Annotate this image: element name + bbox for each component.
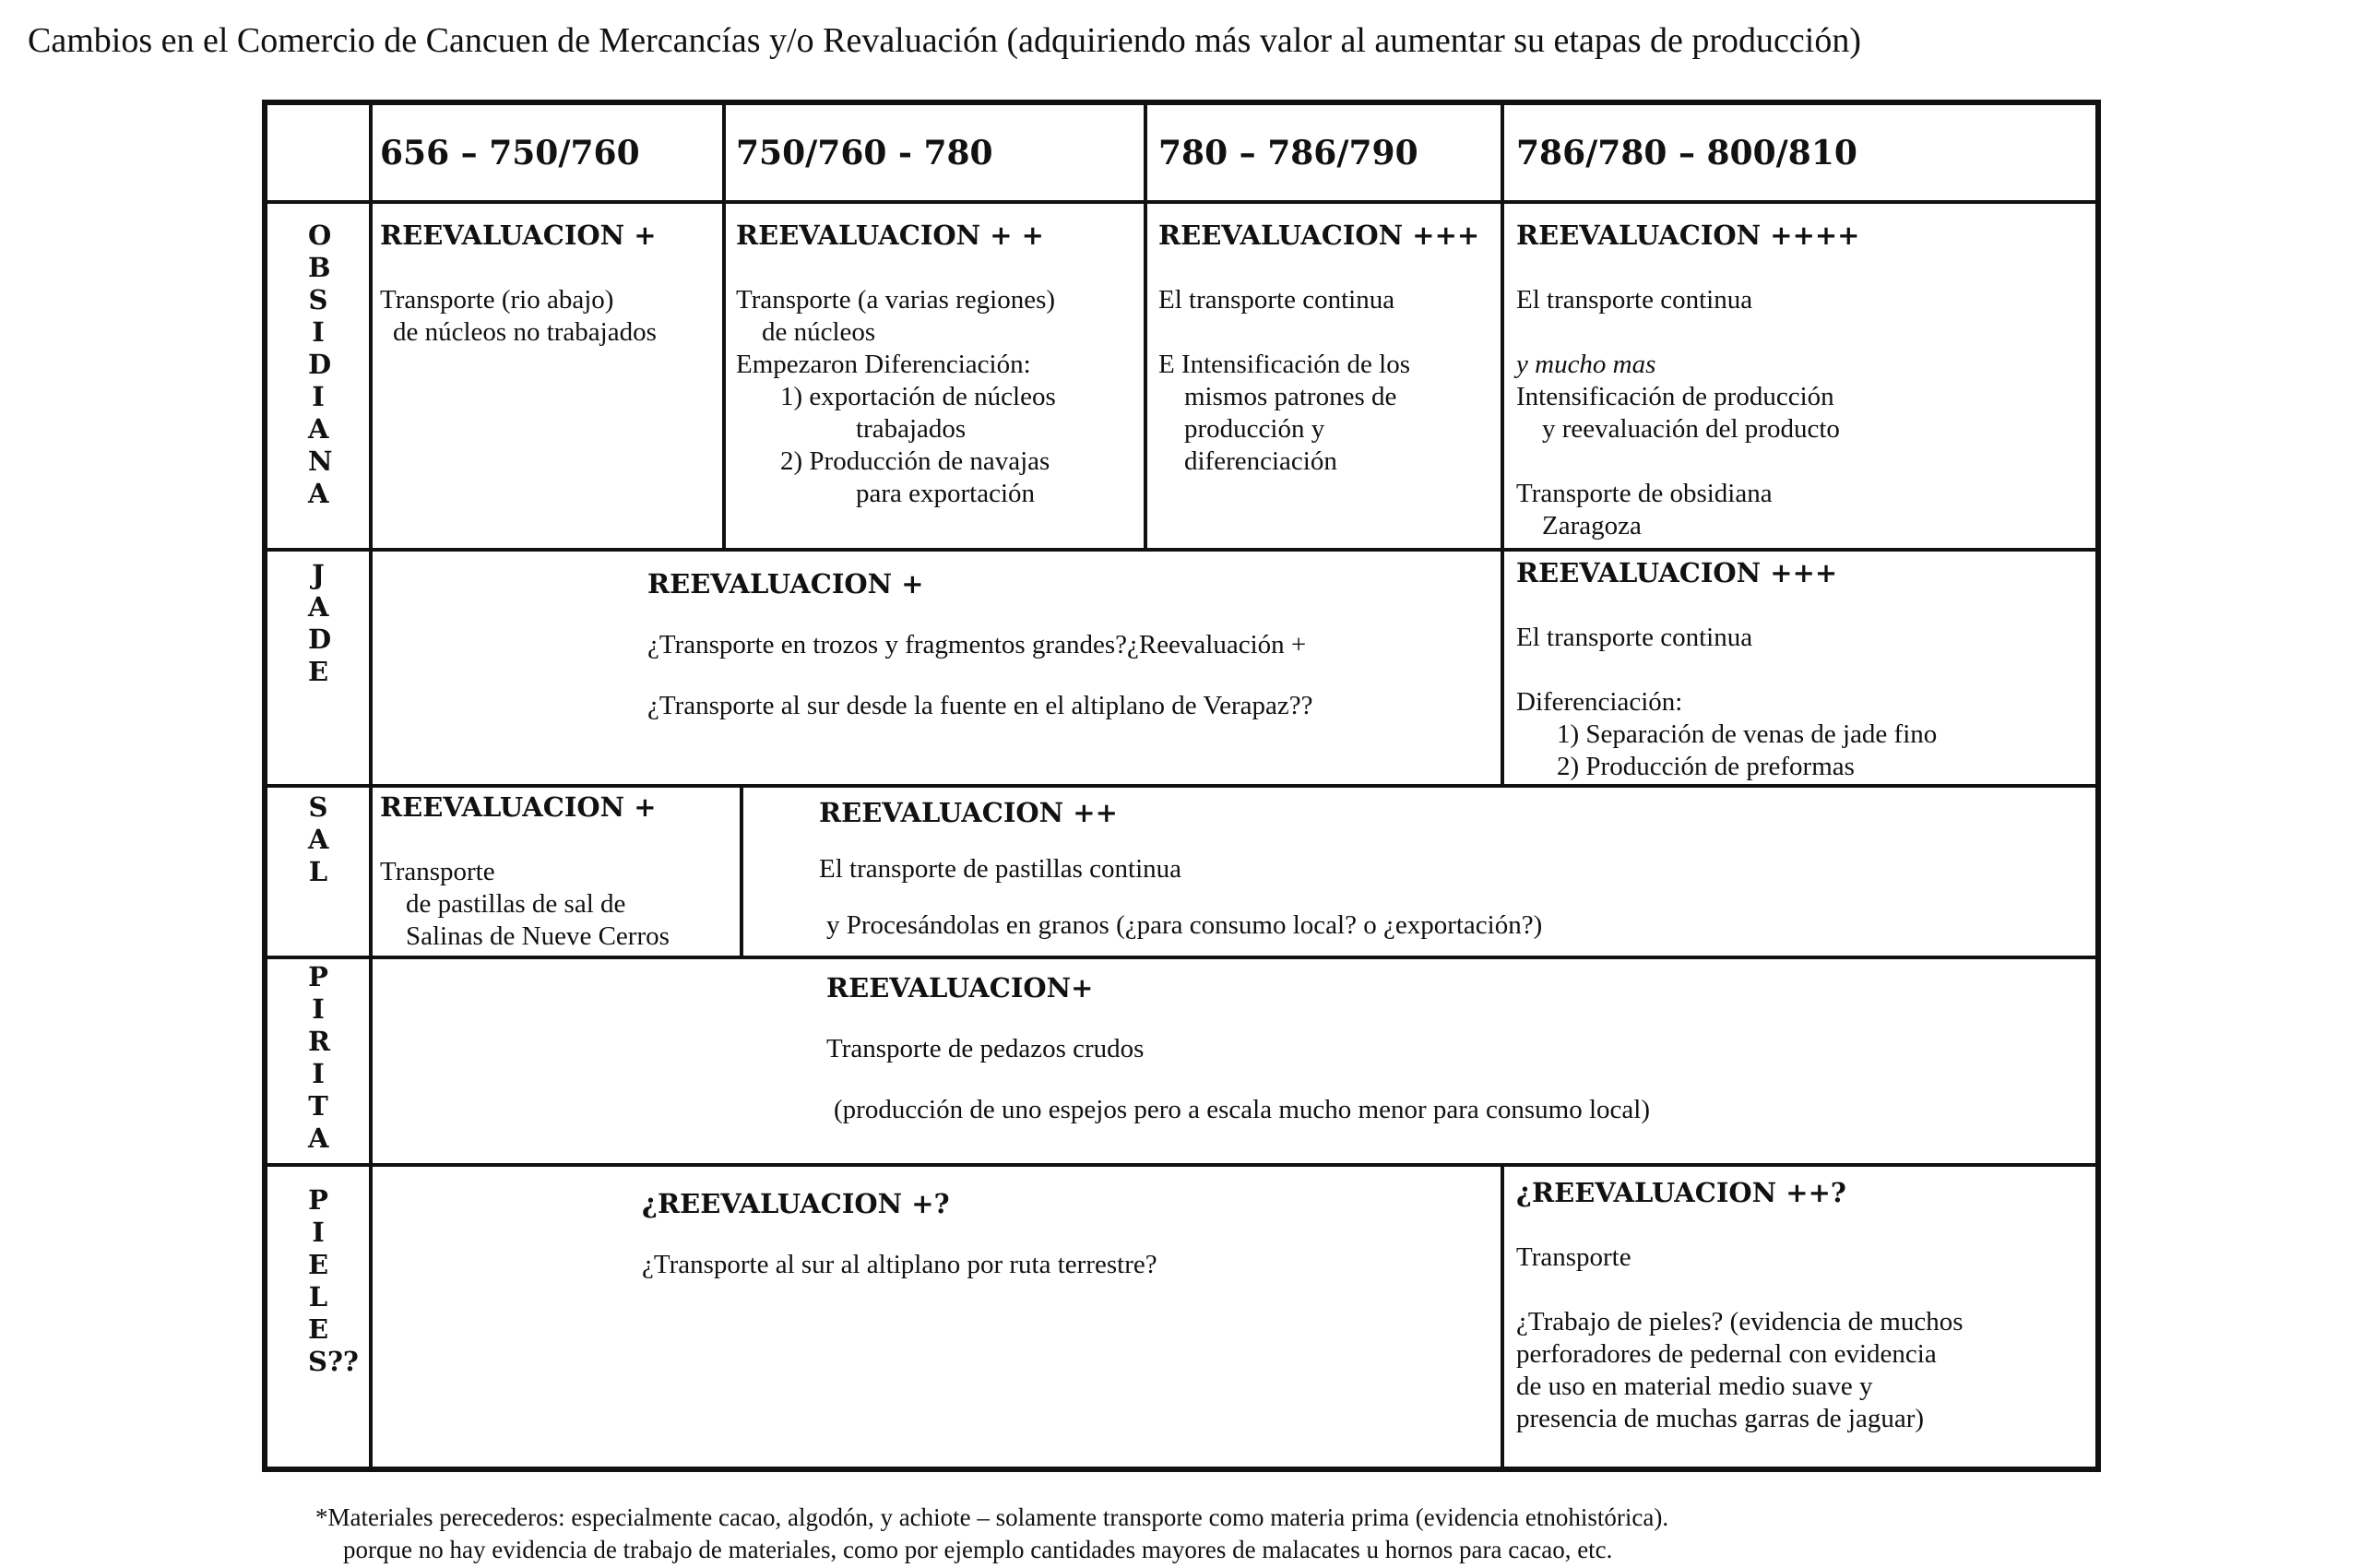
row-divider — [267, 956, 2095, 959]
trade-table — [262, 100, 2101, 1472]
reevaluation-tag: REEVALUACION +++ — [1516, 557, 1838, 588]
cell-line: Diferenciación: — [1516, 687, 1683, 717]
cell-line: presencia de muchas garras de jaguar) — [1516, 1404, 1925, 1433]
cell-line: El transporte continua — [1516, 623, 1753, 652]
cell-line: Salinas de Nueve Cerros — [406, 921, 670, 951]
row-label-text: OBSIDIANA — [308, 220, 333, 509]
reevaluation-tag: REEVALUACION+ — [826, 972, 1094, 1004]
cell-line: Empezaron Diferenciación: — [736, 350, 1031, 379]
row-label-text: PIRITA — [308, 961, 331, 1154]
cell-line: y mucho mas — [1516, 350, 1656, 379]
cell-line: E Intensificación de los — [1158, 350, 1410, 379]
reevaluation-tag: REEVALUACION + — [380, 220, 657, 251]
reevaluation-tag: REEVALUACION + — [647, 568, 924, 600]
period-header: 780 – 786/790 — [1158, 134, 1418, 172]
cell-line: y reevaluación del producto — [1542, 414, 1840, 444]
row-label-pirita — [267, 961, 369, 1155]
cell-line: Zaragoza — [1542, 511, 1642, 540]
reevaluation-tag: ¿REEVALUACION +? — [642, 1188, 950, 1219]
row-label-text: JADE — [308, 559, 332, 687]
pirita-cell — [826, 972, 2090, 1126]
period-header: 750/760 - 780 — [736, 134, 993, 172]
reevaluation-tag: REEVALUACION +++ — [1158, 220, 1480, 251]
footnote — [315, 1502, 2160, 1566]
cell-line: Transporte — [1516, 1242, 1631, 1272]
cell-line: 2) Producción de preformas — [1557, 752, 1855, 781]
pieles-cell-early — [642, 1188, 1490, 1281]
pieles-cell-late — [1516, 1177, 2088, 1435]
row-label-text: SAL — [308, 791, 329, 887]
row-divider — [267, 200, 2095, 204]
reevaluation-tag: REEVALUACION + + — [736, 220, 1044, 251]
cell-line: ¿Transporte al sur desde la fuente en el altiplano de Verapaz?? — [647, 691, 1313, 720]
jade-cell-early — [647, 568, 1496, 722]
jade-cell-late — [1516, 557, 2088, 783]
cell-line: para exportación — [856, 479, 1036, 508]
column-divider — [1501, 105, 1504, 788]
cell-line: Transporte (a varias regiones) — [736, 285, 1056, 315]
row-divider — [267, 1163, 2095, 1167]
reevaluation-tag: REEVALUACION ++ — [819, 797, 1118, 828]
cell-line: mismos patrones de — [1184, 382, 1397, 411]
cell-line: trabajados — [856, 414, 967, 444]
sal-cell-early — [380, 791, 738, 953]
label-column-divider — [369, 105, 373, 1467]
cell-line: El transporte continua — [1158, 285, 1395, 315]
cell-line: de núcleos no trabajados — [393, 317, 657, 347]
footnote-line: *Materiales perecederos: especialmente cacao, algodón, y achiote – solamente transporte como materia prima (evidencia etnohistórica). — [315, 1503, 1669, 1531]
row-label-obsidiana — [267, 220, 369, 510]
obsidiana-cell-2 — [736, 220, 1142, 510]
cell-line: de uso en material medio suave y — [1516, 1372, 1873, 1401]
obsidiana-cell-3 — [1158, 220, 1500, 478]
row-divider — [267, 784, 2095, 788]
page-title: Cambios en el Comercio de Cancuen de Mercancías y/o Revaluación (adquiriendo más valor al aumentar su etapas de producción) — [28, 21, 1861, 60]
reevaluation-tag: ¿REEVALUACION ++? — [1516, 1177, 1846, 1208]
cell-line: Intensificación de producción — [1516, 382, 1834, 411]
cell-line: 2) Producción de navajas — [780, 446, 1050, 476]
row-label-jade — [267, 559, 369, 688]
period-header: 786/780 – 800/810 — [1516, 134, 1857, 172]
cell-line: 1) exportación de núcleos — [780, 382, 1056, 411]
cell-line: (producción de uno espejos pero a escala mucho menor para consumo local) — [834, 1095, 1650, 1124]
column-divider — [1501, 1163, 1504, 1467]
cell-line: El transporte de pastillas continua — [819, 854, 1182, 884]
column-divider — [740, 784, 743, 959]
column-divider — [722, 105, 726, 552]
cell-line: diferenciación — [1184, 446, 1337, 476]
row-label-pieles — [267, 1184, 369, 1378]
sal-cell-late — [819, 797, 2082, 942]
cell-line: Transporte — [380, 857, 495, 886]
row-label-text: PIELES?? — [308, 1184, 359, 1377]
cell-line: Transporte de obsidiana — [1516, 479, 1773, 508]
cell-line: producción y — [1184, 414, 1325, 444]
cell-line: ¿Transporte en trozos y fragmentos grandes?¿Reevaluación + — [647, 630, 1307, 659]
cell-line: ¿Transporte al sur al altiplano por ruta terrestre? — [642, 1250, 1157, 1279]
column-divider — [1144, 105, 1147, 552]
cell-line: El transporte continua — [1516, 285, 1753, 315]
obsidiana-cell-1 — [380, 220, 721, 349]
reevaluation-tag: REEVALUACION ++++ — [1516, 220, 1860, 251]
row-label-sal — [267, 791, 369, 888]
cell-line: ¿Trabajo de pieles? (evidencia de muchos — [1516, 1307, 1964, 1336]
reevaluation-tag: REEVALUACION + — [380, 791, 657, 823]
cell-line: y Procesándolas en granos (¿para consumo local? o ¿exportación?) — [826, 910, 1543, 940]
period-header: 656 – 750/760 — [380, 134, 640, 172]
cell-line: Transporte de pedazos crudos — [826, 1034, 1145, 1063]
cell-line: perforadores de pedernal con evidencia — [1516, 1339, 1937, 1369]
cell-line: de núcleos — [762, 317, 876, 347]
cell-line: Transporte (rio abajo) — [380, 285, 614, 315]
row-divider — [267, 548, 2095, 552]
footnote-line: porque no hay evidencia de trabajo de materiales, como por ejemplo cantidades mayores de malacates u hornos para cacao, etc. — [343, 1536, 1613, 1563]
cell-line: 1) Separación de venas de jade fino — [1557, 719, 1938, 749]
obsidiana-cell-4 — [1516, 220, 2088, 542]
cell-line: de pastillas de sal de — [406, 889, 626, 919]
